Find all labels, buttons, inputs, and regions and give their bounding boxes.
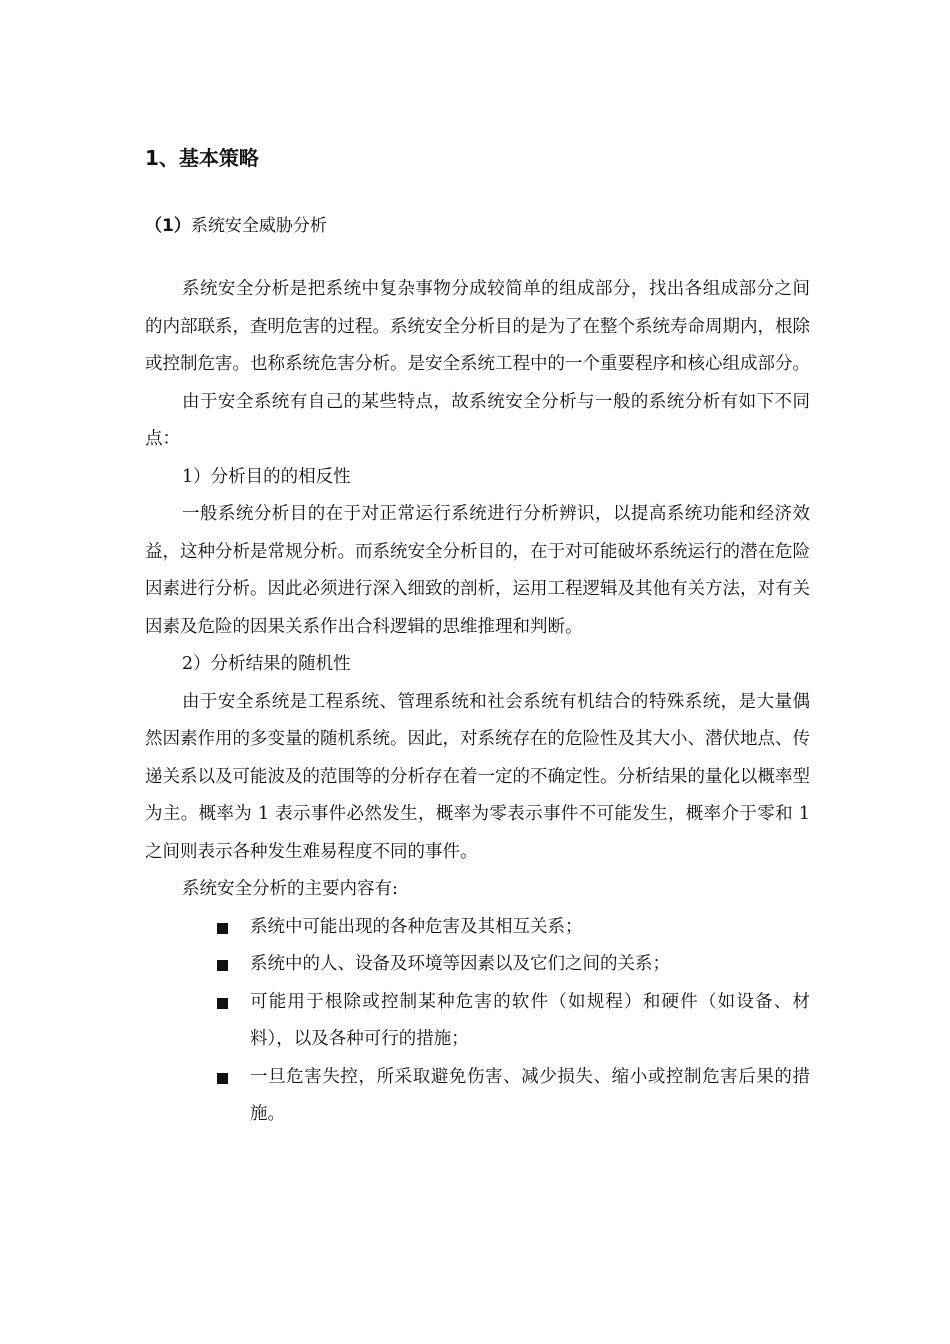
square-bullet-icon [217,960,228,971]
paragraph: 由于安全系统有自己的某些特点，故系统安全分析与一般的系统分析有如下不同点： [145,391,810,449]
list-item [145,984,810,1059]
list-item-text: 系统中的人、设备及环境等因素以及它们之间的关系； [250,954,670,974]
subsection-title: 系统安全威胁分析 [190,216,327,236]
list-item-text: 一旦危害失控，所采取避免伤害、减少损失、缩小或控制危害后果的措施。 [250,1066,810,1124]
item-title: 2）分析结果的随机性 [182,654,351,674]
paragraph: 一般系统分析目的在于对正常运行系统进行分析辨识，以提高系统功能和经济效益，这种分析是常规分析。而系统安全分析目的，在于对可能破坏系统运行的潜在危险因素进行分析。因此必须进行深入细致的剖析，运用工程逻辑及其他有关方法，对有关因素及危险的因果关系作出合科逻辑的思维推理和判断。 [145,504,810,637]
body-text [145,271,810,1134]
square-bullet-icon [217,923,228,934]
list-item [145,1059,810,1134]
list-item [145,909,810,947]
list-item-text: 可能用于根除或控制某种危害的软件（如规程）和硬件（如设备、材料），以及各种可行的措施； [250,991,810,1049]
bullet-list [145,909,810,1134]
square-bullet-icon [217,1073,228,1084]
subsection-number: （1） [145,216,191,236]
item-title: 1）分析目的的相反性 [182,466,351,487]
paragraph: 系统安全分析的主要内容有: [182,879,398,899]
paragraph: 系统安全分析是把系统中复杂事物分成较简单的组成部分，找出各组成部分之间的内部联系，查明危害的过程。系统安全分析目的是为了在整个系统寿命周期内，根除或控制危害。也称系统危害分析。是安全系统工程中的一个重要程序和核心组成部分。 [145,279,810,374]
square-bullet-icon [217,998,228,1009]
list-item [145,946,810,984]
paragraph: 由于安全系统是工程系统、管理系统和社会系统有机结合的特殊系统，是大量偶然因素作用的多变量的随机系统。因此，对系统存在的危险性及其大小、潜伏地点、传递关系以及可能波及的范围等的分析存在着一定的不确定性。分析结果的量化以概率型为主。概率为 1 表示事件必然发生，概率为零表示事件不可能发生，概率介于零和 1 之间则表示各种发生难易程度不同的事件。 [145,691,810,862]
subsection-heading [145,212,327,240]
list-item-text: 系统中可能出现的各种危害及其相互关系； [250,916,583,937]
section-heading: 1、基本策略 [145,146,259,170]
